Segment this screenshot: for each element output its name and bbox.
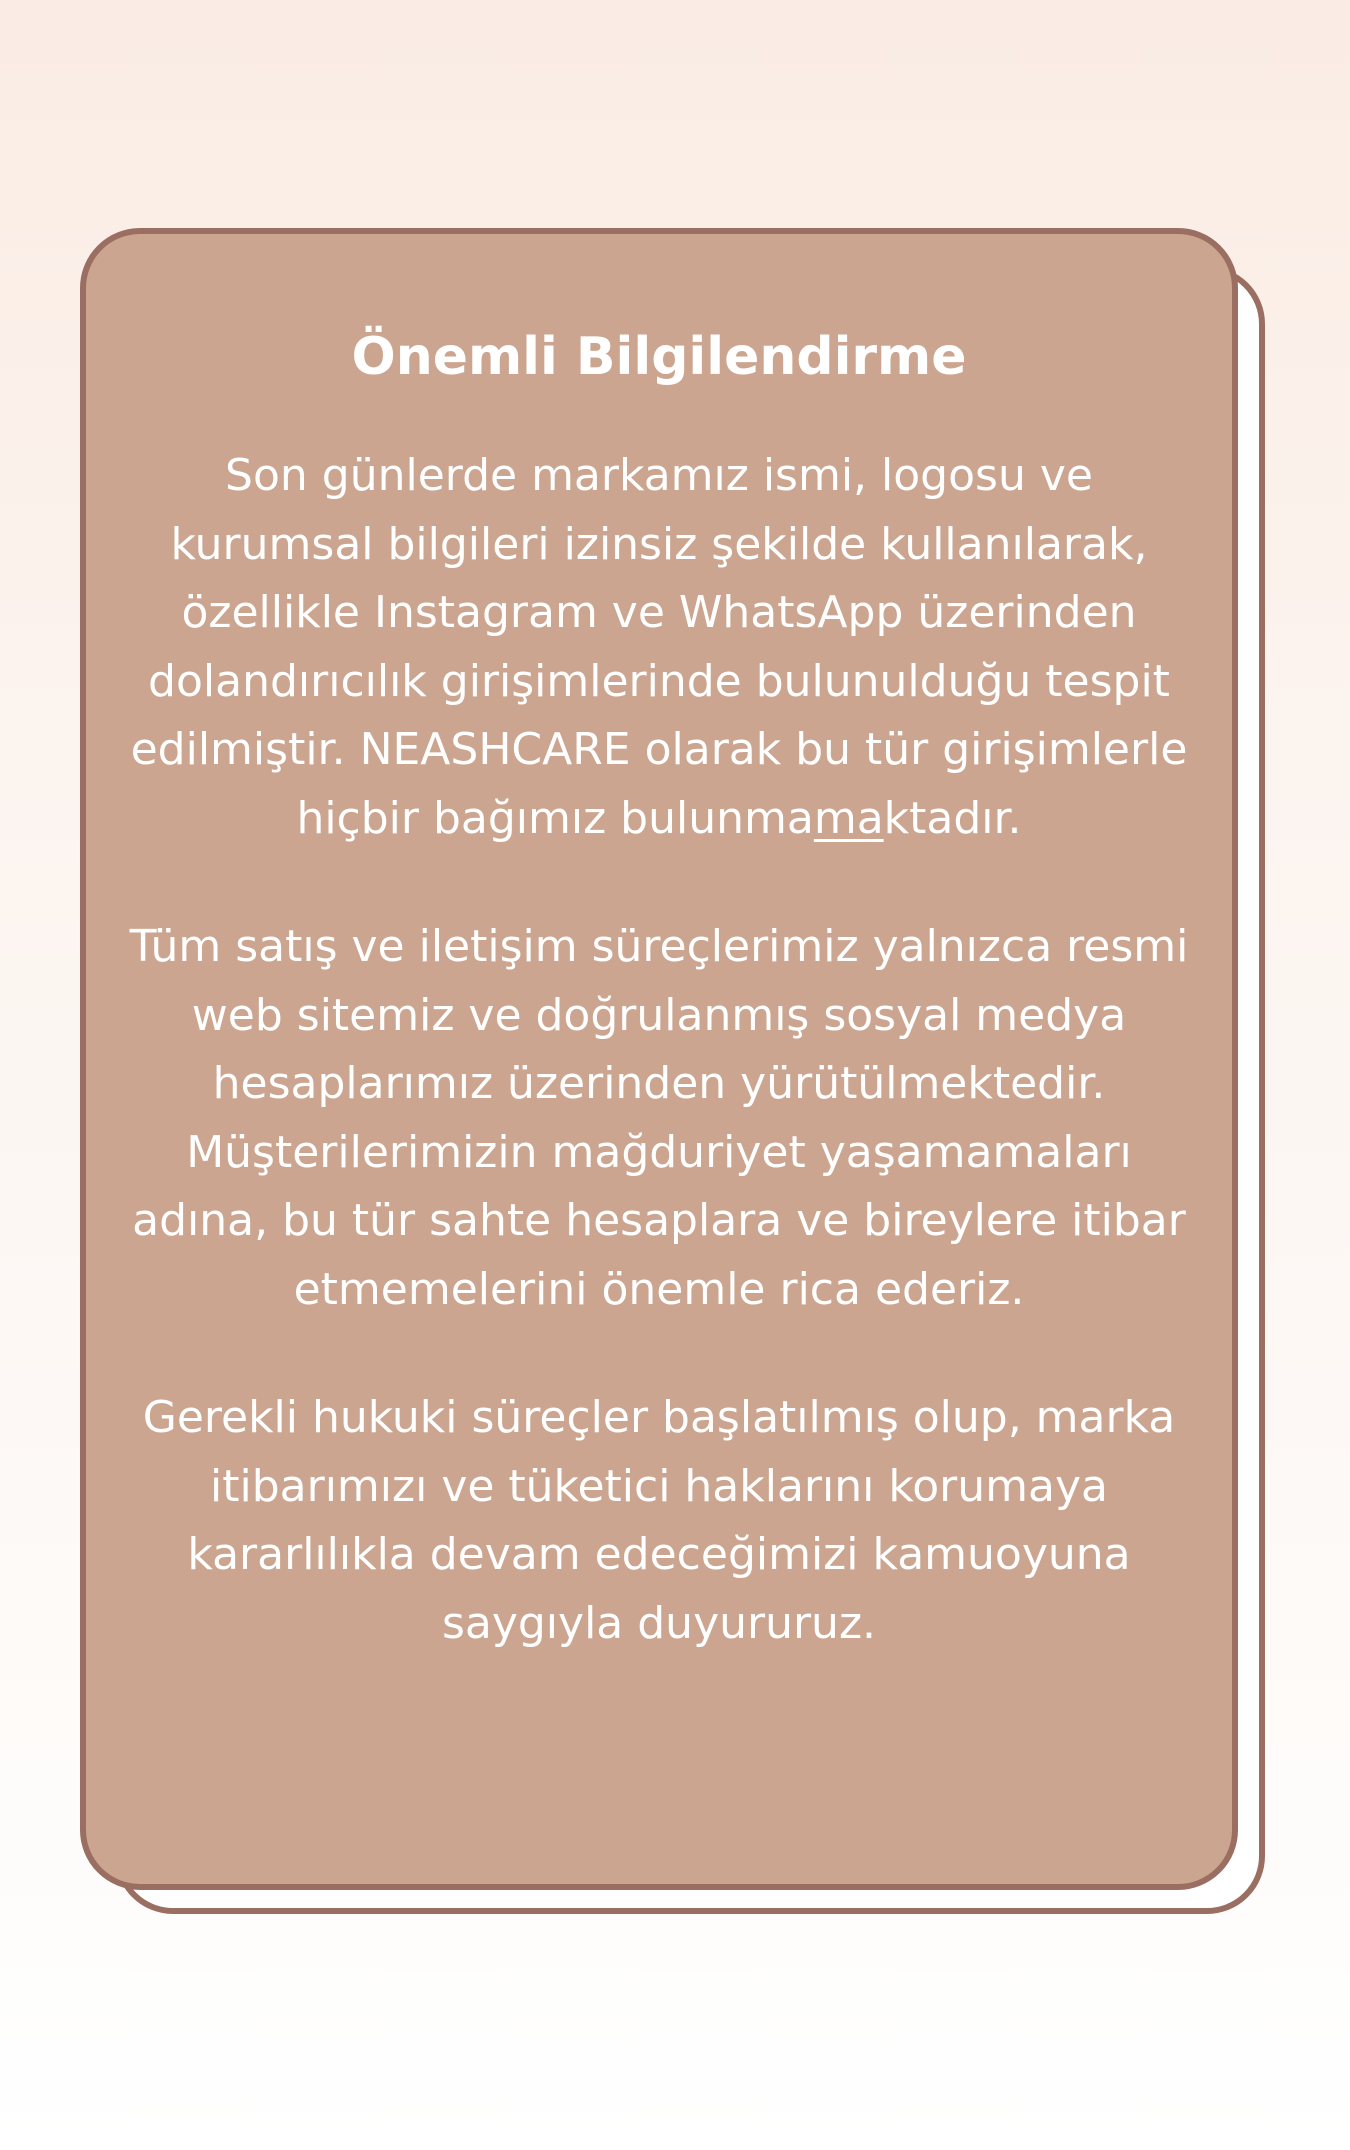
paragraph-1-text-end: ktadır. <box>883 792 1022 844</box>
notice-paragraph-1 <box>120 442 1198 853</box>
notice-card <box>80 228 1238 1890</box>
notice-paragraph-3: Gerekli hukuki süreçler başlatılmış olup, marka itibarımızı ve tüketici haklarını korumaya kararlılıkla devam edeceğimizi kamuoyuna saygıyla duyururuz. <box>142 1392 1176 1649</box>
notice-paragraph-2: Tüm satış ve iletişim süreçlerimiz yalnızca resmi web sitemiz ve doğrulanmış sosyal medya hesaplarımız üzerinden yürütülmektedir. Müşterilerimizin mağduriyet yaşamamaları adına, bu tür sahte hesaplara ve bireylere itibar etmemelerini önemle rica ederiz. <box>129 921 1189 1315</box>
paragraph-1-underlined-text: ma <box>813 792 884 844</box>
paragraph-1-text: Son günlerde markamız ismi, logosu ve kurumsal bilgileri izinsiz şekilde kullanılarak, özellikle Instagram ve WhatsApp üzerinden dolandırıcılık girişimlerinde bulunulduğu tespit edilmiştir. NEASHCARE olarak bu tür girişimlerle hiçbir bağımız bulunma <box>130 450 1188 844</box>
notice-title: Önemli Bilgilendirme <box>351 327 967 387</box>
